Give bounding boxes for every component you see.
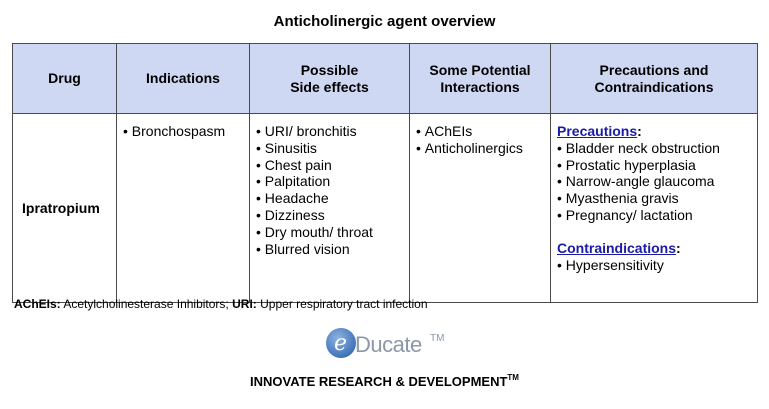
abbr-achei: AChEIs: bbox=[14, 297, 61, 311]
list-item: • Hypersensitivity bbox=[557, 257, 753, 274]
def-achei: Acetylcholinesterase Inhibitors; bbox=[63, 297, 229, 311]
list-item: • Myasthenia gravis bbox=[557, 190, 753, 207]
table-row bbox=[13, 114, 758, 303]
header-side-effects bbox=[250, 44, 410, 114]
table-header-row bbox=[13, 44, 758, 114]
precautions-cell: Precautions: • Bladder neck obstruction • Prostatic hyperplasia • Narrow-angle glaucoma • Myasthenia gravis • Pregnancy/ lactation Contraindications: • Hypersensitivity bbox=[551, 114, 758, 303]
side-effects-cell bbox=[250, 114, 410, 303]
header-indications-label: Indications bbox=[146, 70, 220, 86]
header-indications bbox=[117, 44, 250, 114]
list-item: • Anticholinergics bbox=[416, 140, 546, 157]
header-side-effects-label: Possible Side effects bbox=[290, 61, 369, 95]
header-drug bbox=[13, 44, 117, 114]
interactions-list bbox=[416, 123, 546, 157]
header-drug-label: Drug bbox=[48, 70, 81, 86]
list-item: • Bladder neck obstruction bbox=[557, 140, 753, 157]
logo-text: Ducate bbox=[355, 332, 422, 357]
drug-name: Ipratropium bbox=[13, 114, 117, 303]
list-item: • Headache bbox=[256, 190, 405, 207]
side-effects-list bbox=[256, 123, 405, 257]
logo-letter: e bbox=[334, 331, 348, 356]
header-interactions-label: Some Potential Interactions bbox=[429, 61, 531, 95]
precautions-heading: Precautions bbox=[557, 123, 638, 139]
educate-logo bbox=[326, 328, 456, 360]
contraindications-heading: Contraindications bbox=[557, 239, 677, 256]
abbreviations-footnote bbox=[14, 297, 428, 311]
list-item: • Narrow-angle glaucoma bbox=[557, 173, 753, 190]
header-precautions-label: Precautions and Contraindications bbox=[594, 61, 714, 95]
drug-overview-table bbox=[12, 43, 758, 303]
list-item: • Chest pain bbox=[256, 157, 405, 174]
interactions-cell bbox=[410, 114, 551, 303]
list-item: • Bronchospasm bbox=[123, 123, 245, 140]
list-item: • Dizziness bbox=[256, 207, 405, 224]
list-item: • AChEIs bbox=[416, 123, 546, 140]
indications-cell bbox=[117, 114, 250, 303]
list-item: • Prostatic hyperplasia bbox=[557, 157, 753, 174]
list-item: • URI/ bronchitis bbox=[256, 123, 405, 140]
tagline-text: INNOVATE RESEARCH & DEVELOPMENT bbox=[250, 374, 508, 389]
list-item: • Palpitation bbox=[256, 173, 405, 190]
contraindications-list bbox=[557, 257, 753, 274]
bottom-tagline bbox=[0, 373, 769, 389]
page-title: Anticholinergic agent overview bbox=[273, 13, 496, 30]
header-interactions bbox=[410, 44, 551, 114]
list-item: • Dry mouth/ throat bbox=[256, 224, 405, 241]
precautions-list bbox=[557, 140, 753, 224]
list-item: • Sinusitis bbox=[256, 140, 405, 157]
logo-trademark: TM bbox=[430, 333, 445, 344]
list-item: • Blurred vision bbox=[256, 241, 405, 258]
header-precautions bbox=[551, 44, 758, 114]
def-uri: Upper respiratory tract infection bbox=[260, 297, 428, 311]
indications-list bbox=[123, 123, 245, 140]
tagline-trademark: TM bbox=[507, 373, 519, 382]
abbr-uri: URI: bbox=[232, 297, 257, 311]
list-item: • Pregnancy/ lactation bbox=[557, 207, 753, 224]
